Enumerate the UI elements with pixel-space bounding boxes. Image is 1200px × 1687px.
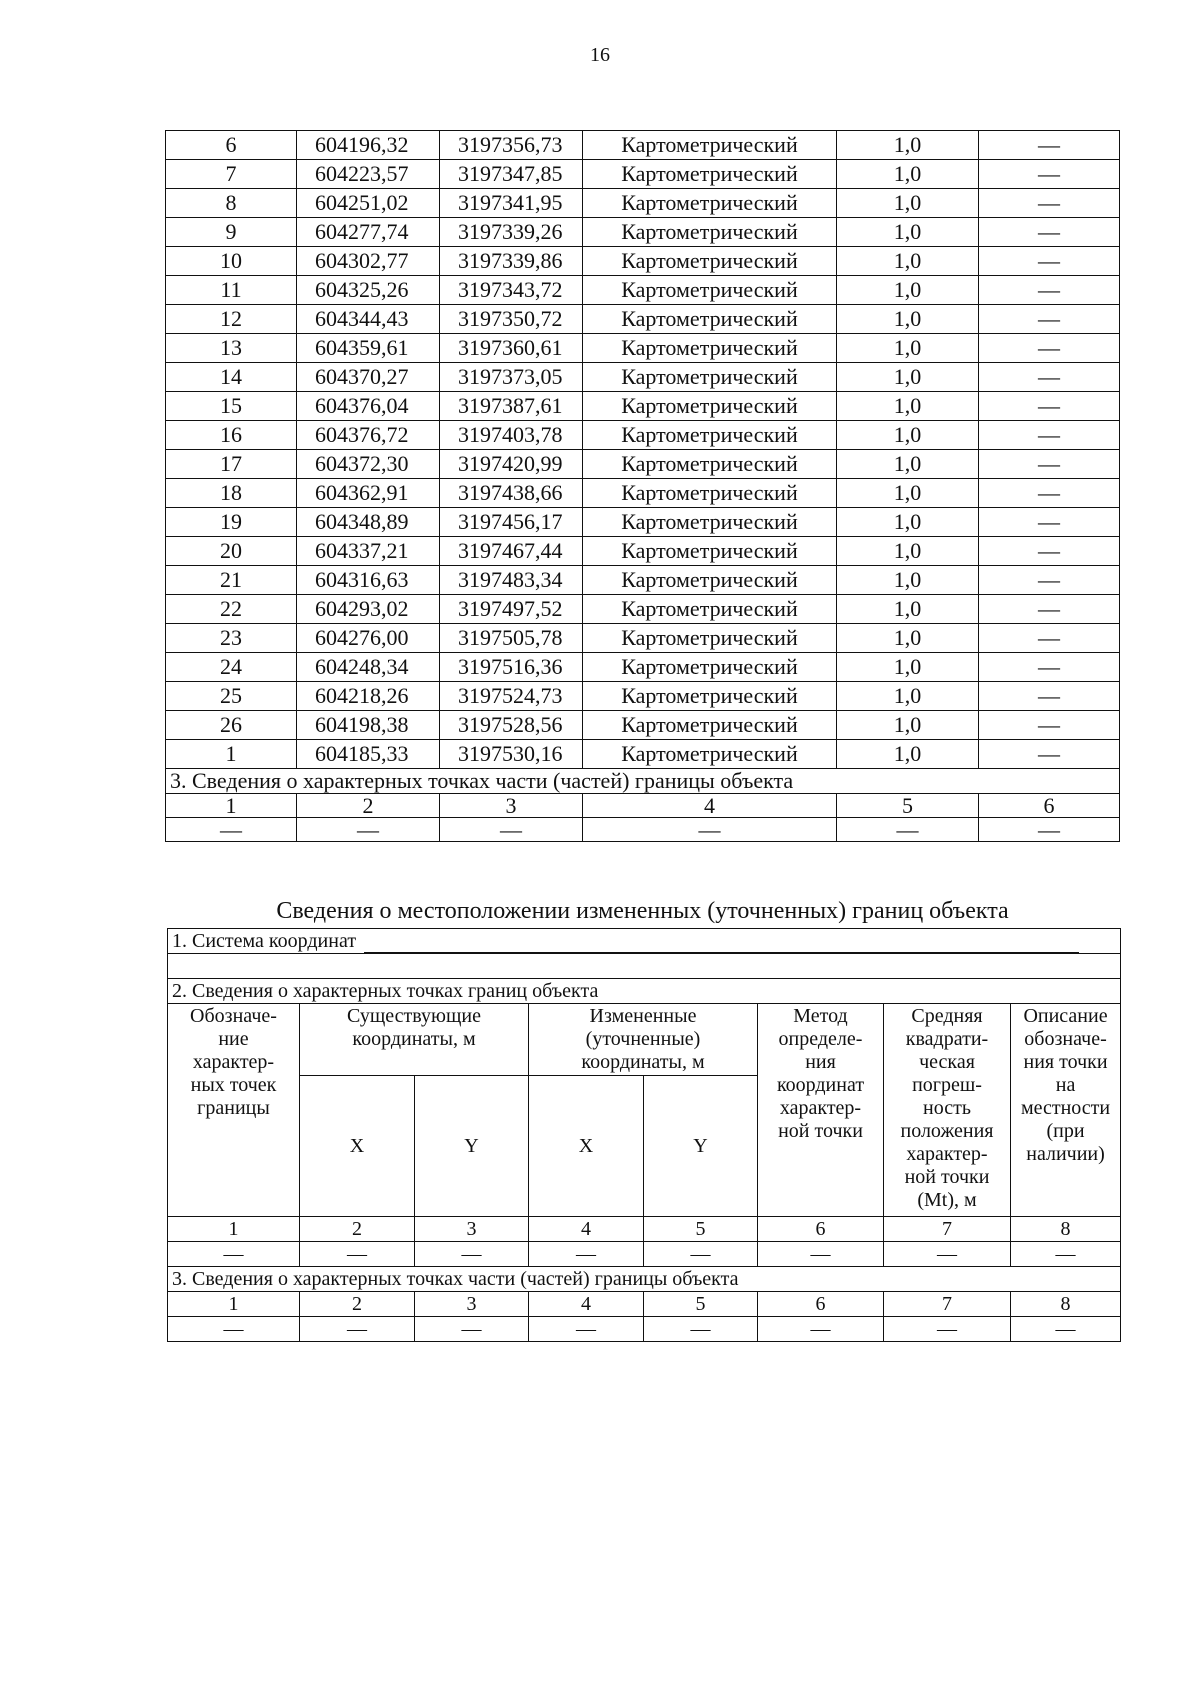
point-number: 6 [166,131,297,160]
column-number: 3 [440,794,583,818]
coordinate-x: 604185,33 [297,740,440,769]
table-row [166,305,1120,334]
column-number: 6 [758,1217,884,1242]
table-row [166,624,1120,653]
mt-cell: 1,0 [837,160,979,189]
value-cell: — [166,818,297,842]
column-number: 1 [166,794,297,818]
value-cell: — [300,1317,415,1342]
coordinate-y: 3197528,56 [440,711,583,740]
mt-cell: 1,0 [837,247,979,276]
mt-cell: 1,0 [837,740,979,769]
coordinate-x: 604376,72 [297,421,440,450]
coordinate-y: 3197420,99 [440,450,583,479]
table-row [166,479,1120,508]
description-cell: — [979,421,1120,450]
page-number: 16 [590,44,610,66]
coordinate-x: 604302,77 [297,247,440,276]
table-row [166,131,1120,160]
point-number: 16 [166,421,297,450]
method-cell: Картометрический [583,624,837,653]
description-cell: — [979,508,1120,537]
value-cell: — [529,1317,644,1342]
column-number: 7 [884,1217,1011,1242]
coordinate-x: 604344,43 [297,305,440,334]
value-cell: — [884,1242,1011,1267]
value-cell: — [415,1317,529,1342]
section3-caption-2: 3. Сведения о характерных точках части (частей) границы объекта [168,1267,1121,1292]
coordinate-x: 604198,38 [297,711,440,740]
mt-cell: 1,0 [837,653,979,682]
description-cell: — [979,363,1120,392]
mt-cell: 1,0 [837,537,979,566]
coordinate-x: 604223,57 [297,160,440,189]
header-changed-y: Y [644,1076,758,1217]
value-cell: — [168,1317,300,1342]
mt-cell: 1,0 [837,450,979,479]
coordinate-system-row [168,929,1121,954]
coordinate-x: 604359,61 [297,334,440,363]
value-cell: — [644,1242,758,1267]
coordinate-y: 3197343,72 [440,276,583,305]
coordinate-x: 604337,21 [297,537,440,566]
value-cell: — [583,818,837,842]
value-cell: — [837,818,979,842]
column-number: 3 [415,1292,529,1317]
column-number: 5 [837,794,979,818]
table-row [166,363,1120,392]
header-existing-y: Y [415,1076,529,1217]
method-cell: Картометрический [583,595,837,624]
description-cell: — [979,595,1120,624]
description-cell: — [979,160,1120,189]
value-cell: — [297,818,440,842]
mt-cell: 1,0 [837,218,979,247]
boundary-points-rows [166,131,1120,769]
column-number: 5 [644,1292,758,1317]
coordinate-y: 3197356,73 [440,131,583,160]
coordinate-y: 3197483,34 [440,566,583,595]
point-number: 1 [166,740,297,769]
table-row [166,595,1120,624]
point-number: 9 [166,218,297,247]
mt-cell: 1,0 [837,305,979,334]
mt-cell: 1,0 [837,624,979,653]
coordinate-x: 604248,34 [297,653,440,682]
description-cell: — [979,682,1120,711]
column-number: 2 [300,1217,415,1242]
coordinate-y: 3197403,78 [440,421,583,450]
mt-cell: 1,0 [837,421,979,450]
value-cell: — [758,1317,884,1342]
description-cell: — [979,450,1120,479]
value-cell: — [440,818,583,842]
header-existing-coordinates: Существующие координаты, м [300,1004,529,1076]
point-number: 23 [166,624,297,653]
method-cell: Картометрический [583,363,837,392]
column-number: 4 [583,794,837,818]
table-row [166,566,1120,595]
value-cell: — [979,818,1120,842]
section3-column-numbers [166,794,1120,818]
coordinate-x: 604277,74 [297,218,440,247]
point-number: 17 [166,450,297,479]
header-designation: Обозначе- ние характер- ных точек границы [168,1004,300,1217]
method-cell: Картометрический [583,682,837,711]
changed-boundaries-table [167,928,1121,1342]
description-cell: — [979,276,1120,305]
table-row [166,276,1120,305]
method-cell: Картометрический [583,711,837,740]
coordinate-x: 604276,00 [297,624,440,653]
table-row [166,682,1120,711]
coordinate-x: 604196,32 [297,131,440,160]
value-cell: — [1011,1317,1121,1342]
table-row [166,247,1120,276]
point-number: 13 [166,334,297,363]
table-row [166,421,1120,450]
coordinate-y: 3197497,52 [440,595,583,624]
point-number: 10 [166,247,297,276]
header-changed-x: X [529,1076,644,1217]
mt-cell: 1,0 [837,508,979,537]
table-row [166,218,1120,247]
mt-cell: 1,0 [837,363,979,392]
header-mean-square-error: Средняя квадрати- ческая погреш- ность положения характер- ной точки (Mt), м [884,1004,1011,1217]
column-number: 8 [1011,1217,1121,1242]
description-cell: — [979,711,1120,740]
coordinate-y: 3197467,44 [440,537,583,566]
method-cell: Картометрический [583,131,837,160]
description-cell: — [979,740,1120,769]
method-cell: Картометрический [583,392,837,421]
section2-values-row [168,1242,1121,1267]
table-row [166,450,1120,479]
coordinate-y: 3197524,73 [440,682,583,711]
method-cell: Картометрический [583,566,837,595]
method-cell: Картометрический [583,160,837,189]
coordinate-y: 3197387,61 [440,392,583,421]
mt-cell: 1,0 [837,276,979,305]
coordinate-x: 604325,26 [297,276,440,305]
description-cell: — [979,305,1120,334]
point-number: 25 [166,682,297,711]
coordinate-y: 3197360,61 [440,334,583,363]
table-row [166,508,1120,537]
section2-caption: 2. Сведения о характерных точках границ объекта [168,979,1121,1004]
point-number: 21 [166,566,297,595]
coordinate-system-blank [364,932,1079,953]
coordinate-x: 604372,30 [297,450,440,479]
column-number: 6 [979,794,1120,818]
table-row [166,392,1120,421]
section3-values-row [166,818,1120,842]
header-changed-coordinates: Измененные (уточненные) координаты, м [529,1004,758,1076]
value-cell: — [168,1242,300,1267]
column-number: 8 [1011,1292,1121,1317]
column-number: 2 [300,1292,415,1317]
table-row [166,334,1120,363]
value-cell: — [644,1317,758,1342]
coordinate-y: 3197373,05 [440,363,583,392]
mt-cell: 1,0 [837,131,979,160]
table-row [166,711,1120,740]
description-cell: — [979,566,1120,595]
method-cell: Картометрический [583,537,837,566]
method-cell: Картометрический [583,740,837,769]
value-cell: — [529,1242,644,1267]
coordinate-y: 3197516,36 [440,653,583,682]
point-number: 8 [166,189,297,218]
coordinate-x: 604348,89 [297,508,440,537]
description-cell: — [979,131,1120,160]
coordinate-x: 604362,91 [297,479,440,508]
column-number: 1 [168,1292,300,1317]
method-cell: Картометрический [583,479,837,508]
table-row [166,537,1120,566]
mt-cell: 1,0 [837,334,979,363]
method-cell: Картометрический [583,334,837,363]
value-cell: — [1011,1242,1121,1267]
point-number: 19 [166,508,297,537]
description-cell: — [979,479,1120,508]
column-number: 6 [758,1292,884,1317]
table-row [166,160,1120,189]
description-cell: — [979,392,1120,421]
description-cell: — [979,334,1120,363]
column-number: 5 [644,1217,758,1242]
mt-cell: 1,0 [837,392,979,421]
column-numbers-row [168,1217,1121,1242]
column-number: 3 [415,1217,529,1242]
point-number: 22 [166,595,297,624]
point-number: 26 [166,711,297,740]
column-number: 1 [168,1217,300,1242]
method-cell: Картометрический [583,305,837,334]
description-cell: — [979,653,1120,682]
section3-column-numbers-2 [168,1292,1121,1317]
mt-cell: 1,0 [837,682,979,711]
point-number: 7 [166,160,297,189]
coordinate-x: 604376,04 [297,392,440,421]
header-point-description: Описание обозначе- ния точки на местности (при наличии) [1011,1004,1121,1217]
section3-values-row-2 [168,1317,1121,1342]
header-existing-x: X [300,1076,415,1217]
coordinate-y: 3197339,86 [440,247,583,276]
mt-cell: 1,0 [837,479,979,508]
column-number: 2 [297,794,440,818]
mt-cell: 1,0 [837,595,979,624]
coordinate-x: 604293,02 [297,595,440,624]
table-row [166,653,1120,682]
point-number: 18 [166,479,297,508]
table-row [166,189,1120,218]
coordinate-y: 3197505,78 [440,624,583,653]
coordinate-system-blank-row [168,954,1121,979]
coordinate-y: 3197350,72 [440,305,583,334]
value-cell: — [884,1317,1011,1342]
section3-caption: 3. Сведения о характерных точках части (частей) границы объекта [166,769,1120,794]
header-method: Метод определе- ния координат характер- ной точки [758,1004,884,1217]
point-number: 24 [166,653,297,682]
method-cell: Картометрический [583,421,837,450]
coordinate-y: 3197347,85 [440,160,583,189]
section-heading: Сведения о местоположении измененных (уточненных) границ объекта [276,898,1009,924]
description-cell: — [979,247,1120,276]
method-cell: Картометрический [583,508,837,537]
coordinate-system-label: 1. Система координат [172,930,357,952]
column-number: 7 [884,1292,1011,1317]
coordinate-y: 3197438,66 [440,479,583,508]
method-cell: Картометрический [583,653,837,682]
coordinate-x: 604218,26 [297,682,440,711]
table-row [166,740,1120,769]
method-cell: Картометрический [583,189,837,218]
point-number: 15 [166,392,297,421]
coordinate-y: 3197339,26 [440,218,583,247]
coordinate-y: 3197341,95 [440,189,583,218]
mt-cell: 1,0 [837,711,979,740]
coordinate-x: 604370,27 [297,363,440,392]
value-cell: — [300,1242,415,1267]
method-cell: Картометрический [583,218,837,247]
method-cell: Картометрический [583,450,837,479]
column-number: 4 [529,1217,644,1242]
boundary-points-table [165,130,1120,842]
coordinate-y: 3197456,17 [440,508,583,537]
mt-cell: 1,0 [837,566,979,595]
column-number: 4 [529,1292,644,1317]
point-number: 11 [166,276,297,305]
coordinate-y: 3197530,16 [440,740,583,769]
point-number: 20 [166,537,297,566]
description-cell: — [979,537,1120,566]
description-cell: — [979,218,1120,247]
value-cell: — [415,1242,529,1267]
mt-cell: 1,0 [837,189,979,218]
point-number: 12 [166,305,297,334]
description-cell: — [979,624,1120,653]
coordinate-x: 604251,02 [297,189,440,218]
value-cell: — [758,1242,884,1267]
description-cell: — [979,189,1120,218]
method-cell: Картометрический [583,247,837,276]
point-number: 14 [166,363,297,392]
method-cell: Картометрический [583,276,837,305]
coordinate-x: 604316,63 [297,566,440,595]
